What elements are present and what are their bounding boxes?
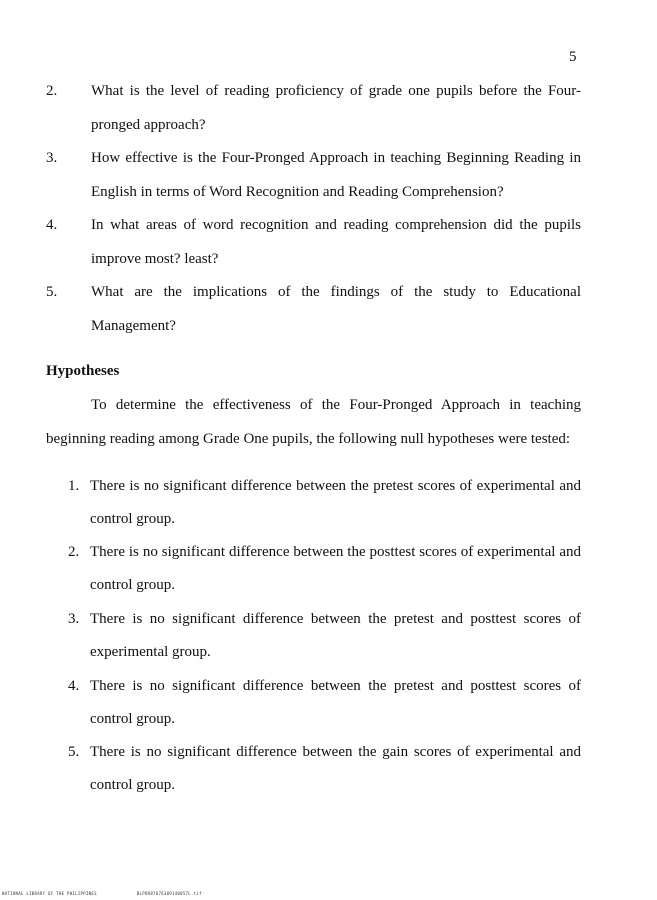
scan-footer — [2, 891, 242, 896]
hypothesis-line: control group. — [90, 777, 175, 793]
question-line: Management? — [91, 318, 176, 334]
question-line: pronged approach? — [91, 117, 206, 133]
hypothesis-number: 2. — [68, 544, 80, 560]
question-number: 4. — [46, 217, 58, 233]
question-line: improve most? least? — [91, 251, 219, 267]
section-heading: Hypotheses — [46, 363, 120, 379]
question-number: 2. — [46, 83, 58, 99]
question-line: How effective is the Four-Pronged Approach in teaching Beginning Reading in — [91, 150, 581, 166]
hypothesis-line: There is no significant difference between the pretest and posttest scores of — [90, 611, 581, 627]
intro-paragraph-line: beginning reading among Grade One pupils, the following null hypotheses were tested: — [46, 431, 571, 447]
page-number: 5 — [569, 49, 577, 65]
question-line: What are the implications of the findings of the study to Educational — [91, 284, 581, 300]
question-line: In what areas of word recognition and reading comprehension did the pupils — [91, 217, 581, 233]
question-line: English in terms of Word Recognition and Reading Comprehension? — [91, 184, 504, 200]
intro-paragraph-line: To determine the effectiveness of the Four-Pronged Approach in teaching — [91, 397, 581, 413]
hypothesis-line: control group. — [90, 511, 175, 527]
question-number: 3. — [46, 150, 58, 166]
footer-library: NATIONAL LIBRARY OF THE PHILIPPINES — [2, 891, 97, 896]
hypothesis-line: There is no significant difference between the gain scores of experimental and — [90, 744, 581, 760]
hypothesis-line: experimental group. — [90, 644, 211, 660]
hypothesis-number: 1. — [68, 478, 80, 494]
question-line: What is the level of reading proficiency of grade one pupils before the Four- — [91, 83, 581, 99]
hypothesis-number: 5. — [68, 744, 80, 760]
hypothesis-line: control group. — [90, 711, 175, 727]
hypothesis-line: There is no significant difference between the pretest scores of experimental and — [90, 478, 581, 494]
hypothesis-line: There is no significant difference between the posttest scores of experimental and — [90, 544, 581, 560]
footer-code: BLPOR87076309148057L.tif — [136, 891, 202, 896]
hypothesis-line: control group. — [90, 577, 175, 593]
hypothesis-number: 4. — [68, 678, 80, 694]
question-number: 5. — [46, 284, 58, 300]
hypothesis-number: 3. — [68, 611, 80, 627]
hypothesis-line: There is no significant difference between the pretest and posttest scores of — [90, 678, 581, 694]
